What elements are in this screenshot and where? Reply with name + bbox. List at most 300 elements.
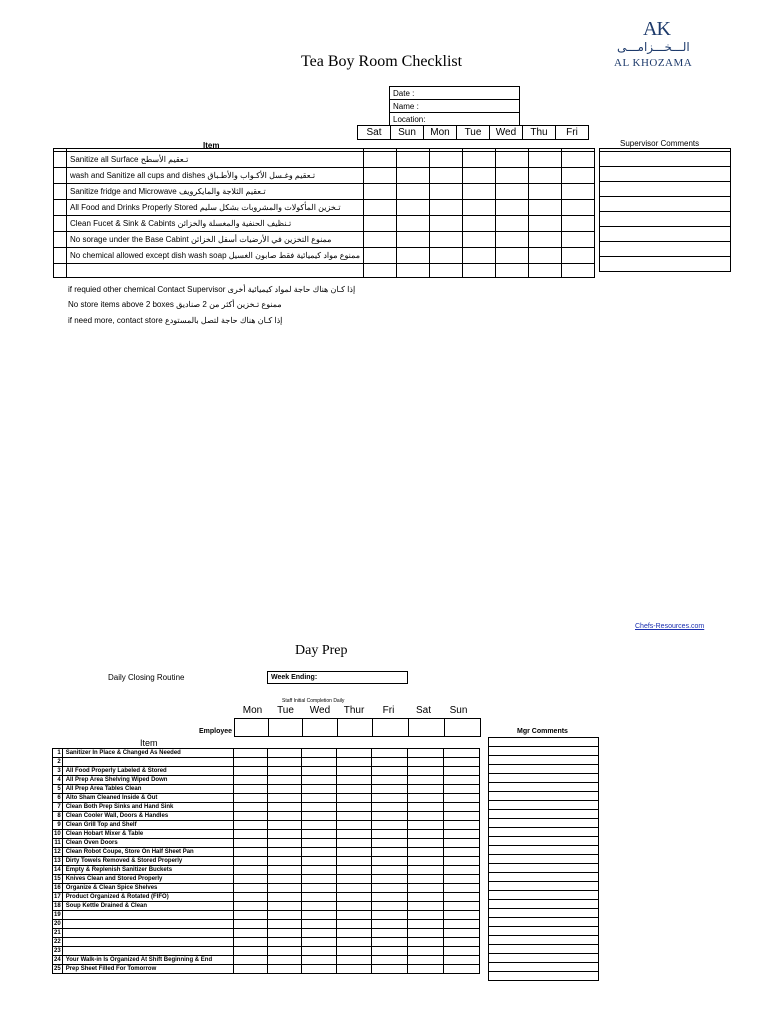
mgr-comment-cell[interactable] bbox=[489, 945, 599, 954]
dayprep-day-cell[interactable] bbox=[233, 839, 267, 848]
dayprep-day-cell[interactable] bbox=[336, 938, 371, 947]
dayprep-day-cell[interactable] bbox=[301, 749, 336, 758]
dayprep-day-cell[interactable] bbox=[371, 812, 407, 821]
dayprep-day-cell[interactable] bbox=[233, 812, 267, 821]
mgr-comment-cell[interactable] bbox=[489, 828, 599, 837]
checklist-day-cell[interactable] bbox=[561, 248, 594, 264]
dayprep-day-cell[interactable] bbox=[267, 839, 301, 848]
checklist-day-cell[interactable] bbox=[561, 232, 594, 248]
dayprep-day-cell[interactable] bbox=[336, 857, 371, 866]
dayprep-day-cell[interactable] bbox=[371, 857, 407, 866]
dayprep-day-cell[interactable] bbox=[336, 794, 371, 803]
dayprep-day-cell[interactable] bbox=[233, 821, 267, 830]
dayprep-day-cell[interactable] bbox=[407, 893, 443, 902]
dayprep-day-cell[interactable] bbox=[233, 902, 267, 911]
dayprep-row bbox=[53, 920, 480, 929]
checklist-day-cell[interactable] bbox=[495, 200, 528, 216]
checklist-day-cell[interactable] bbox=[528, 152, 561, 168]
checklist-day-cell[interactable] bbox=[363, 168, 396, 184]
dayprep-day-cell[interactable] bbox=[407, 767, 443, 776]
checklist-day-cell[interactable] bbox=[495, 248, 528, 264]
dayprep-day-cell[interactable] bbox=[267, 749, 301, 758]
checklist-day-cell[interactable] bbox=[462, 216, 495, 232]
supervisor-comment-cell[interactable] bbox=[600, 197, 731, 212]
dayprep-day-cell[interactable] bbox=[267, 875, 301, 884]
checklist-day-cell[interactable] bbox=[396, 264, 429, 278]
dayprep-day-cell[interactable] bbox=[407, 947, 443, 956]
checklist-day-cell[interactable] bbox=[429, 184, 462, 200]
dayprep-day-cell[interactable] bbox=[443, 776, 479, 785]
dayprep-day-cell[interactable] bbox=[336, 821, 371, 830]
dayprep-day-cell[interactable] bbox=[371, 947, 407, 956]
dayprep-day-cell[interactable] bbox=[407, 965, 443, 974]
dayprep-day-cell[interactable] bbox=[336, 920, 371, 929]
dayprep-row-number: 19 bbox=[54, 912, 61, 918]
dayprep-day-cell[interactable] bbox=[233, 956, 267, 965]
dayprep-day-cell[interactable] bbox=[336, 902, 371, 911]
dayprep-day-cell[interactable] bbox=[267, 857, 301, 866]
dayprep-day-cell[interactable] bbox=[371, 875, 407, 884]
dayprep-day-cell[interactable] bbox=[301, 947, 336, 956]
date-field[interactable]: Date : bbox=[390, 87, 520, 100]
dayprep-day-cell[interactable] bbox=[336, 947, 371, 956]
dayprep-day-cell[interactable] bbox=[407, 902, 443, 911]
checklist-day-cell[interactable] bbox=[561, 264, 594, 278]
mgr-comment-cell[interactable] bbox=[489, 846, 599, 855]
dayprep-day-cell[interactable] bbox=[371, 938, 407, 947]
dayprep-day-cell[interactable] bbox=[233, 803, 267, 812]
dayprep-day-cell[interactable] bbox=[371, 893, 407, 902]
dayprep-item-label: All Prep Area Tables Clean bbox=[62, 785, 233, 794]
dayprep-day-cell[interactable] bbox=[371, 965, 407, 974]
employee-initial-cell[interactable] bbox=[303, 719, 338, 737]
dayprep-item-label bbox=[62, 758, 233, 767]
employee-initial-cell[interactable] bbox=[409, 719, 445, 737]
mgr-comment-cell[interactable] bbox=[489, 774, 599, 783]
dayprep-day-cell[interactable] bbox=[267, 776, 301, 785]
checklist-day-cell[interactable] bbox=[495, 216, 528, 232]
dayprep-day-cell[interactable] bbox=[371, 956, 407, 965]
checklist-day-cell[interactable] bbox=[528, 216, 561, 232]
checklist-day-cell[interactable] bbox=[429, 248, 462, 264]
dayprep-row-number: 5 bbox=[53, 785, 63, 794]
dayprep-day-header: Tue bbox=[277, 705, 294, 716]
dayprep-day-cell[interactable] bbox=[443, 785, 479, 794]
dayprep-day-cell[interactable] bbox=[407, 758, 443, 767]
mgr-comment-cell[interactable] bbox=[489, 882, 599, 891]
checklist-day-cell[interactable] bbox=[462, 264, 495, 278]
dayprep-day-cell[interactable] bbox=[301, 848, 336, 857]
dayprep-day-cell[interactable] bbox=[267, 920, 301, 929]
supervisor-comment-cell[interactable] bbox=[600, 152, 731, 167]
dayprep-day-cell[interactable] bbox=[301, 839, 336, 848]
dayprep-day-cell[interactable] bbox=[371, 785, 407, 794]
mgr-comment-cell[interactable] bbox=[489, 783, 599, 792]
checklist-item-label: wash and Sanitize all cups and dishes تـعقيم وغـسل الأكـواب والأطـباق bbox=[67, 168, 364, 184]
dayprep-day-cell[interactable] bbox=[233, 929, 267, 938]
supervisor-comment-cell[interactable] bbox=[600, 242, 731, 257]
dayprep-day-cell[interactable] bbox=[233, 875, 267, 884]
checklist-row bbox=[54, 216, 595, 232]
dayprep-day-cell[interactable] bbox=[233, 830, 267, 839]
checklist-day-cell[interactable] bbox=[363, 248, 396, 264]
dayprep-day-cell[interactable] bbox=[443, 884, 479, 893]
dayprep-day-cell[interactable] bbox=[301, 875, 336, 884]
mgr-comment-cell[interactable] bbox=[489, 891, 599, 900]
dayprep-day-cell[interactable] bbox=[267, 884, 301, 893]
dayprep-day-cell[interactable] bbox=[336, 911, 371, 920]
note-chemicals: if requied other chemical Contact Supervisor إذا كـان هناك حاجة لمواد كيميائية أخرى bbox=[68, 285, 356, 294]
logo-mark: AK bbox=[643, 18, 670, 40]
dayprep-day-cell[interactable] bbox=[336, 776, 371, 785]
dayprep-day-cell[interactable] bbox=[443, 965, 479, 974]
dayprep-day-cell[interactable] bbox=[407, 803, 443, 812]
checklist-day-cell[interactable] bbox=[561, 184, 594, 200]
dayprep-day-cell[interactable] bbox=[407, 794, 443, 803]
name-field[interactable]: Name : bbox=[390, 100, 520, 113]
dayprep-day-cell[interactable] bbox=[407, 812, 443, 821]
checklist-day-cell[interactable] bbox=[561, 152, 594, 168]
dayprep-day-cell[interactable] bbox=[407, 911, 443, 920]
dayprep-row-number: 22 bbox=[54, 939, 61, 945]
dayprep-day-cell[interactable] bbox=[443, 821, 479, 830]
dayprep-day-cell[interactable] bbox=[301, 866, 336, 875]
mgr-comment-cell[interactable] bbox=[489, 801, 599, 810]
dayprep-day-cell[interactable] bbox=[233, 884, 267, 893]
dayprep-day-cell[interactable] bbox=[301, 920, 336, 929]
dayprep-day-cell[interactable] bbox=[443, 767, 479, 776]
dayprep-day-cell[interactable] bbox=[407, 857, 443, 866]
supervisor-comment-cell[interactable] bbox=[600, 182, 731, 197]
employee-initial-cell[interactable] bbox=[235, 719, 269, 737]
dayprep-day-cell[interactable] bbox=[233, 965, 267, 974]
dayprep-day-cell[interactable] bbox=[336, 965, 371, 974]
day-header: Fri bbox=[556, 126, 589, 140]
dayprep-day-cell[interactable] bbox=[233, 893, 267, 902]
dayprep-day-cell[interactable] bbox=[371, 911, 407, 920]
dayprep-day-cell[interactable] bbox=[233, 749, 267, 758]
dayprep-day-cell[interactable] bbox=[371, 776, 407, 785]
checklist-day-cell[interactable] bbox=[495, 184, 528, 200]
checklist-day-cell[interactable] bbox=[429, 168, 462, 184]
checklist-day-cell[interactable] bbox=[528, 168, 561, 184]
checklist-day-cell[interactable] bbox=[462, 168, 495, 184]
checklist-day-cell[interactable] bbox=[462, 200, 495, 216]
checklist-day-cell[interactable] bbox=[429, 152, 462, 168]
mgr-comment-cell[interactable] bbox=[489, 864, 599, 873]
dayprep-day-cell[interactable] bbox=[443, 830, 479, 839]
dayprep-day-cell[interactable] bbox=[407, 929, 443, 938]
dayprep-day-cell[interactable] bbox=[371, 758, 407, 767]
dayprep-day-cell[interactable] bbox=[336, 893, 371, 902]
checklist-title: Tea Boy Room Checklist bbox=[301, 53, 463, 70]
dayprep-day-cell[interactable] bbox=[407, 875, 443, 884]
dayprep-day-cell[interactable] bbox=[371, 830, 407, 839]
checklist-day-cell[interactable] bbox=[396, 232, 429, 248]
mgr-comment-cell[interactable] bbox=[489, 900, 599, 909]
dayprep-row-number: 13 bbox=[54, 858, 61, 864]
dayprep-day-cell[interactable] bbox=[407, 866, 443, 875]
dayprep-day-cell[interactable] bbox=[336, 749, 371, 758]
dayprep-day-cell[interactable] bbox=[407, 848, 443, 857]
checklist-day-cell[interactable] bbox=[396, 152, 429, 168]
dayprep-day-cell[interactable] bbox=[371, 866, 407, 875]
dayprep-day-cell[interactable] bbox=[443, 947, 479, 956]
dayprep-day-cell[interactable] bbox=[233, 848, 267, 857]
dayprep-day-cell[interactable] bbox=[407, 884, 443, 893]
dayprep-day-cell[interactable] bbox=[233, 767, 267, 776]
mgr-comment-cell[interactable] bbox=[489, 855, 599, 864]
mgr-comment-cell[interactable] bbox=[489, 837, 599, 846]
dayprep-day-cell[interactable] bbox=[301, 902, 336, 911]
dayprep-day-cell[interactable] bbox=[443, 812, 479, 821]
mgr-comment-cell[interactable] bbox=[489, 963, 599, 972]
mgr-comment-cell[interactable] bbox=[489, 819, 599, 828]
dayprep-day-cell[interactable] bbox=[371, 929, 407, 938]
dayprep-day-cell[interactable] bbox=[443, 857, 479, 866]
dayprep-day-cell[interactable] bbox=[443, 758, 479, 767]
dayprep-day-cell[interactable] bbox=[301, 857, 336, 866]
mgr-comment-cell[interactable] bbox=[489, 918, 599, 927]
checklist-day-cell[interactable] bbox=[528, 232, 561, 248]
dayprep-day-cell[interactable] bbox=[267, 893, 301, 902]
checklist-day-cell[interactable] bbox=[363, 200, 396, 216]
dayprep-day-cell[interactable] bbox=[301, 812, 336, 821]
dayprep-day-cell[interactable] bbox=[371, 794, 407, 803]
dayprep-day-cell[interactable] bbox=[443, 749, 479, 758]
dayprep-day-cell[interactable] bbox=[267, 947, 301, 956]
dayprep-day-cell[interactable] bbox=[336, 956, 371, 965]
checklist-day-cell[interactable] bbox=[561, 200, 594, 216]
employee-initial-cell[interactable] bbox=[338, 719, 373, 737]
dayprep-day-cell[interactable] bbox=[443, 938, 479, 947]
mgr-comment-cell[interactable] bbox=[489, 810, 599, 819]
dayprep-day-cell[interactable] bbox=[267, 794, 301, 803]
employee-initial-cell[interactable] bbox=[445, 719, 481, 737]
dayprep-day-cell[interactable] bbox=[267, 965, 301, 974]
dayprep-day-cell[interactable] bbox=[233, 911, 267, 920]
dayprep-day-cell[interactable] bbox=[267, 803, 301, 812]
dayprep-day-cell[interactable] bbox=[371, 803, 407, 812]
checklist-day-cell[interactable] bbox=[495, 152, 528, 168]
dayprep-day-cell[interactable] bbox=[443, 875, 479, 884]
checklist-day-cell[interactable] bbox=[495, 232, 528, 248]
dayprep-row bbox=[53, 875, 480, 884]
dayprep-day-cell[interactable] bbox=[443, 929, 479, 938]
dayprep-row bbox=[53, 758, 480, 767]
checklist-day-cell[interactable] bbox=[561, 168, 594, 184]
dayprep-day-cell[interactable] bbox=[233, 758, 267, 767]
dayprep-day-cell[interactable] bbox=[336, 884, 371, 893]
dayprep-day-cell[interactable] bbox=[301, 830, 336, 839]
dayprep-day-cell[interactable] bbox=[301, 956, 336, 965]
source-link[interactable]: Chefs-Resources.com bbox=[635, 623, 705, 630]
checklist-day-cell[interactable] bbox=[396, 184, 429, 200]
dayprep-day-cell[interactable] bbox=[443, 848, 479, 857]
checklist-day-cell[interactable] bbox=[363, 216, 396, 232]
checklist-day-cell[interactable] bbox=[429, 232, 462, 248]
dayprep-day-cell[interactable] bbox=[301, 803, 336, 812]
checklist-day-cell[interactable] bbox=[363, 232, 396, 248]
dayprep-day-cell[interactable] bbox=[267, 902, 301, 911]
dayprep-day-cell[interactable] bbox=[443, 839, 479, 848]
mgr-comment-cell[interactable] bbox=[489, 756, 599, 765]
dayprep-day-cell[interactable] bbox=[371, 821, 407, 830]
checklist-day-cell[interactable] bbox=[396, 168, 429, 184]
checklist-day-cell[interactable] bbox=[429, 216, 462, 232]
mgr-comment-cell[interactable] bbox=[489, 747, 599, 756]
supervisor-comment-cell[interactable] bbox=[600, 257, 731, 272]
mgr-comment-cell[interactable] bbox=[489, 954, 599, 963]
dayprep-day-cell[interactable] bbox=[407, 785, 443, 794]
dayprep-day-cell[interactable] bbox=[267, 767, 301, 776]
dayprep-day-cell[interactable] bbox=[407, 920, 443, 929]
checklist-day-cell[interactable] bbox=[396, 216, 429, 232]
dayprep-day-cell[interactable] bbox=[336, 803, 371, 812]
location-field[interactable]: Location: bbox=[390, 113, 520, 126]
dayprep-day-cell[interactable] bbox=[371, 884, 407, 893]
dayprep-day-cell[interactable] bbox=[371, 920, 407, 929]
dayprep-day-cell[interactable] bbox=[301, 911, 336, 920]
dayprep-day-cell[interactable] bbox=[267, 956, 301, 965]
dayprep-day-cell[interactable] bbox=[233, 794, 267, 803]
dayprep-day-cell[interactable] bbox=[336, 875, 371, 884]
dayprep-day-cell[interactable] bbox=[443, 911, 479, 920]
dayprep-day-cell[interactable] bbox=[301, 884, 336, 893]
mgr-comment-cell[interactable] bbox=[489, 792, 599, 801]
dayprep-day-cell[interactable] bbox=[301, 938, 336, 947]
dayprep-day-cell[interactable] bbox=[267, 938, 301, 947]
dayprep-day-cell[interactable] bbox=[301, 929, 336, 938]
dayprep-day-cell[interactable] bbox=[407, 821, 443, 830]
dayprep-day-cell[interactable] bbox=[371, 902, 407, 911]
checklist-day-cell[interactable] bbox=[528, 184, 561, 200]
checklist-day-cell[interactable] bbox=[462, 232, 495, 248]
employee-initial-cell[interactable] bbox=[373, 719, 409, 737]
dayprep-day-cell[interactable] bbox=[443, 902, 479, 911]
checklist-day-cell[interactable] bbox=[462, 152, 495, 168]
checklist-day-cell[interactable] bbox=[396, 248, 429, 264]
dayprep-day-cell[interactable] bbox=[267, 866, 301, 875]
mgr-comment-cell[interactable] bbox=[489, 972, 599, 981]
checklist-day-cell[interactable] bbox=[528, 200, 561, 216]
dayprep-day-cell[interactable] bbox=[233, 866, 267, 875]
logo-name: AL KHOZAMA bbox=[614, 57, 693, 69]
employee-initial-cell[interactable] bbox=[269, 719, 303, 737]
mgr-comment-cell[interactable] bbox=[489, 927, 599, 936]
dayprep-row bbox=[53, 812, 480, 821]
mgr-comment-cell[interactable] bbox=[489, 738, 599, 747]
checklist-day-cell[interactable] bbox=[396, 200, 429, 216]
checklist-day-cell[interactable] bbox=[528, 264, 561, 278]
dayprep-day-cell[interactable] bbox=[267, 830, 301, 839]
dayprep-day-cell[interactable] bbox=[371, 839, 407, 848]
dayprep-day-cell[interactable] bbox=[443, 794, 479, 803]
dayprep-day-cell[interactable] bbox=[301, 965, 336, 974]
dayprep-day-cell[interactable] bbox=[336, 830, 371, 839]
dayprep-day-cell[interactable] bbox=[407, 830, 443, 839]
dayprep-day-cell[interactable] bbox=[407, 956, 443, 965]
dayprep-day-cell[interactable] bbox=[336, 866, 371, 875]
dayprep-day-cell[interactable] bbox=[371, 749, 407, 758]
dayprep-day-cell[interactable] bbox=[443, 866, 479, 875]
mgr-comment-cell[interactable] bbox=[489, 909, 599, 918]
checklist-day-cell[interactable] bbox=[462, 184, 495, 200]
dayprep-day-cell[interactable] bbox=[267, 911, 301, 920]
mgr-comment-cell[interactable] bbox=[489, 765, 599, 774]
dayprep-day-cell[interactable] bbox=[443, 920, 479, 929]
dayprep-day-cell[interactable] bbox=[233, 857, 267, 866]
checklist-day-cell[interactable] bbox=[462, 248, 495, 264]
checklist-day-cell[interactable] bbox=[363, 152, 396, 168]
checklist-day-cell[interactable] bbox=[495, 168, 528, 184]
dayprep-day-cell[interactable] bbox=[336, 929, 371, 938]
dayprep-day-cell[interactable] bbox=[267, 812, 301, 821]
dayprep-day-cell[interactable] bbox=[267, 758, 301, 767]
dayprep-day-cell[interactable] bbox=[233, 785, 267, 794]
checklist-day-cell[interactable] bbox=[528, 248, 561, 264]
dayprep-day-cell[interactable] bbox=[443, 803, 479, 812]
dayprep-day-cell[interactable] bbox=[336, 758, 371, 767]
dayprep-day-cell[interactable] bbox=[267, 929, 301, 938]
dayprep-row bbox=[53, 893, 480, 902]
dayprep-day-cell[interactable] bbox=[233, 947, 267, 956]
mgr-comment-cell[interactable] bbox=[489, 936, 599, 945]
dayprep-day-cell[interactable] bbox=[301, 821, 336, 830]
dayprep-day-cell[interactable] bbox=[233, 776, 267, 785]
dayprep-day-cell[interactable] bbox=[371, 848, 407, 857]
dayprep-day-cell[interactable] bbox=[443, 956, 479, 965]
dayprep-day-cell[interactable] bbox=[301, 893, 336, 902]
supervisor-comment-cell[interactable] bbox=[600, 227, 731, 242]
dayprep-day-cell[interactable] bbox=[336, 785, 371, 794]
checklist-day-cell[interactable] bbox=[561, 216, 594, 232]
dayprep-day-cell[interactable] bbox=[301, 785, 336, 794]
dayprep-day-cell[interactable] bbox=[336, 812, 371, 821]
dayprep-day-cell[interactable] bbox=[301, 794, 336, 803]
checklist-day-cell[interactable] bbox=[429, 200, 462, 216]
dayprep-day-cell[interactable] bbox=[301, 767, 336, 776]
dayprep-day-cell[interactable] bbox=[336, 839, 371, 848]
dayprep-item-label: Empty & Replenish Sanitizer Buckets bbox=[62, 866, 233, 875]
dayprep-day-cell[interactable] bbox=[301, 776, 336, 785]
dayprep-day-cell[interactable] bbox=[267, 785, 301, 794]
dayprep-day-cell[interactable] bbox=[443, 893, 479, 902]
checklist-day-cell[interactable] bbox=[363, 184, 396, 200]
dayprep-day-cell[interactable] bbox=[407, 839, 443, 848]
checklist-day-cell[interactable] bbox=[363, 264, 396, 278]
dayprep-day-cell[interactable] bbox=[267, 821, 301, 830]
supervisor-comment-cell[interactable] bbox=[600, 212, 731, 227]
dayprep-day-cell[interactable] bbox=[267, 848, 301, 857]
checklist-day-cell[interactable] bbox=[495, 264, 528, 278]
dayprep-day-cell[interactable] bbox=[336, 767, 371, 776]
dayprep-day-cell[interactable] bbox=[233, 920, 267, 929]
dayprep-day-cell[interactable] bbox=[336, 848, 371, 857]
dayprep-day-cell[interactable] bbox=[301, 758, 336, 767]
supervisor-comment-cell[interactable] bbox=[600, 167, 731, 182]
week-ending-field[interactable]: Week Ending: bbox=[268, 672, 408, 684]
dayprep-day-cell[interactable] bbox=[371, 767, 407, 776]
dayprep-day-cell[interactable] bbox=[407, 749, 443, 758]
closing-routine-label: Daily Closing Routine bbox=[108, 673, 185, 682]
mgr-comment-cell[interactable] bbox=[489, 873, 599, 882]
employee-row bbox=[234, 718, 481, 737]
dayprep-day-cell[interactable] bbox=[407, 938, 443, 947]
checklist-day-cell[interactable] bbox=[429, 264, 462, 278]
dayprep-day-cell[interactable] bbox=[233, 938, 267, 947]
dayprep-day-cell[interactable] bbox=[407, 776, 443, 785]
